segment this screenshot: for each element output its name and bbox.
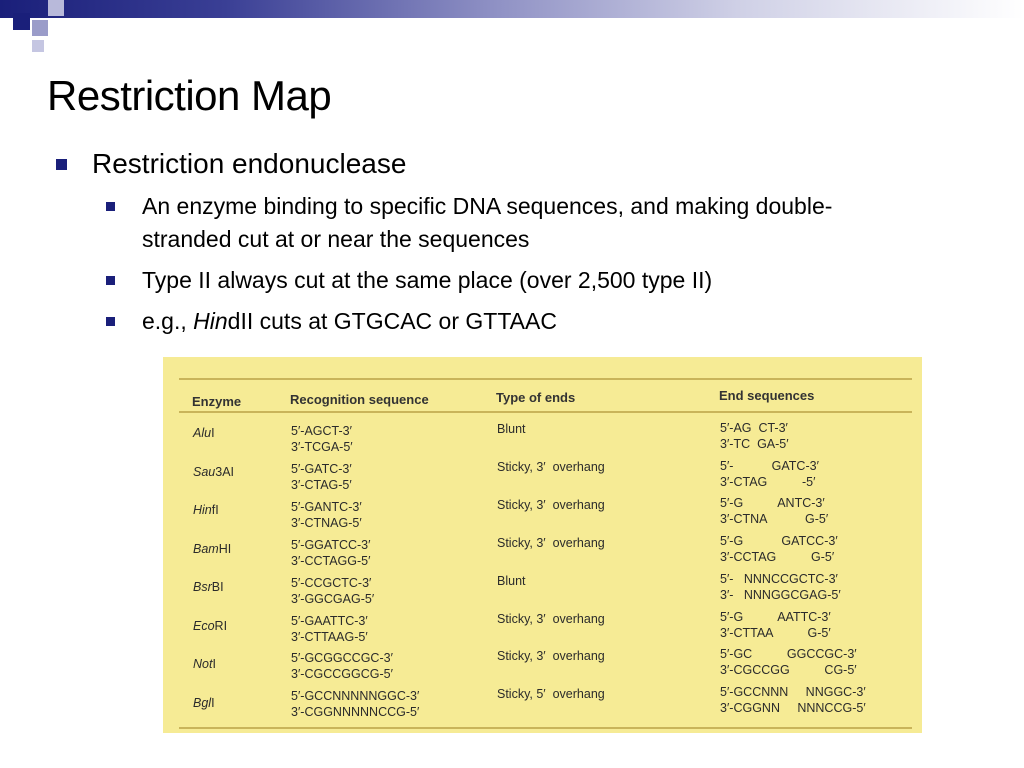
type-of-ends: Sticky, 3′ overhang	[497, 611, 605, 626]
sub-bullet-example	[106, 305, 976, 338]
enzyme-name-suffix: 3AI	[215, 464, 235, 479]
enzyme-name-italic: Not	[193, 657, 213, 671]
recognition-seq-top: 5′-AGCT-3′	[291, 424, 352, 438]
recognition-seq-bottom: 3′-GGCGAG-5′	[291, 591, 375, 606]
header-type-of-ends: Type of ends	[496, 390, 576, 405]
bullet-square-icon	[56, 159, 67, 170]
bullet-square-icon	[106, 317, 115, 326]
end-seq-top: 5′-G AATTC-3′	[720, 609, 831, 624]
enzyme-name	[193, 464, 234, 480]
example-enzyme-italic: Hin	[193, 308, 228, 334]
enzyme-name	[193, 618, 227, 634]
enzyme-name-italic: Sau	[193, 464, 216, 479]
end-seq-bottom: 3′-TC GA-5′	[720, 437, 789, 451]
type-of-ends: Sticky, 3′ overhang	[497, 497, 605, 512]
bullet-list	[56, 146, 976, 338]
type-of-ends: Sticky, 3′ overhang	[497, 649, 605, 664]
enzyme-name-italic: Bgl	[193, 695, 212, 710]
type-of-ends: Sticky, 5′ overhang	[497, 687, 605, 702]
enzyme-name-italic: Eco	[193, 618, 215, 633]
type-of-ends: Blunt	[497, 422, 526, 436]
recognition-seq-bottom: 3′-CTAG-5′	[291, 477, 352, 492]
recognition-seq-top: 5′-GCGGCCGC-3′	[291, 651, 393, 666]
restriction-enzyme-table	[163, 357, 922, 733]
bullet-square-icon	[106, 276, 115, 285]
decor-square-dark	[13, 13, 30, 30]
end-seq-top: 5′-G GATCC-3′	[720, 534, 838, 549]
type-of-ends: Sticky, 3′ overhang	[497, 459, 605, 474]
decor-square-white	[14, 34, 28, 48]
enzyme-name-suffix: BI	[211, 580, 224, 594]
enzyme-name-suffix: RI	[214, 618, 228, 633]
sub-bullet-enzyme-definition	[106, 190, 976, 256]
example-rest: dII cuts at GTGCAC or GTTAAC	[227, 308, 557, 334]
recognition-seq-bottom: 3′-CTNAG-5′	[291, 515, 362, 530]
type-of-ends: Sticky, 3′ overhang	[497, 535, 605, 550]
enzyme-name-italic: Hin	[193, 503, 212, 517]
recognition-seq-top: 5′-CCGCTC-3′	[291, 575, 372, 590]
end-seq-bottom: 3′-CCTAG G-5′	[720, 550, 835, 565]
enzyme-name-suffix: fI	[211, 503, 219, 517]
bullet-square-icon	[106, 202, 115, 211]
bullet-restriction-endonuclease	[56, 146, 976, 182]
type-of-ends: Blunt	[497, 573, 526, 588]
header-end-sequences: End sequences	[719, 388, 815, 403]
enzyme-name-suffix: I	[211, 426, 215, 440]
end-seq-top: 5′- NNNCCGCTC-3′	[720, 571, 838, 586]
sub-bullet-text: Type II always cut at the same place (over 2,500 type II)	[142, 267, 713, 293]
recognition-seq-top: 5′-GCCNNNNNGGC-3′	[291, 689, 420, 704]
recognition-seq-top: 5′-GAATTC-3′	[291, 613, 368, 628]
recognition-seq-bottom: 3′-CGCCGGCG-5′	[291, 667, 393, 682]
enzyme-name-suffix: I	[212, 657, 216, 671]
table-bottom-rule	[179, 727, 912, 729]
header-gradient-band	[0, 0, 1024, 46]
end-seq-top: 5′-GCCNNN NNGGC-3′	[720, 685, 866, 700]
enzyme-name-suffix: HI	[218, 541, 232, 556]
end-seq-bottom: 3′-CTAG -5′	[720, 474, 816, 489]
bullet-text: Restriction endonuclease	[92, 148, 407, 179]
end-seq-top: 5′- GATC-3′	[720, 458, 819, 473]
sub-bullet-text-line2: stranded cut at or near the sequences	[142, 226, 530, 252]
recognition-seq-bottom: 3′-TCGA-5′	[291, 440, 353, 454]
recognition-seq-top: 5′-GATC-3′	[291, 461, 352, 476]
end-seq-bottom: 3′- NNNGGCGAG-5′	[720, 587, 841, 602]
enzyme-name	[193, 695, 215, 711]
enzyme-name	[193, 425, 215, 441]
table-header-rule	[179, 411, 912, 413]
decor-square-small	[32, 40, 44, 52]
header-recognition-sequence: Recognition sequence	[290, 392, 429, 407]
recognition-seq-top: 5′-GANTC-3′	[291, 499, 362, 514]
recognition-seq-bottom: 3′-CCTAGG-5′	[291, 553, 371, 568]
end-seq-bottom: 3′-CGGNN NNNCCG-5′	[720, 701, 866, 716]
enzyme-name	[193, 541, 231, 557]
end-seq-top: 5′-AG CT-3′	[720, 421, 788, 435]
enzyme-name-suffix: I	[211, 695, 215, 710]
slide-title: Restriction Map	[47, 72, 332, 119]
header-enzyme: Enzyme	[192, 394, 242, 409]
end-seq-bottom: 3′-CGCCGG CG-5′	[720, 663, 857, 678]
decor-square-mid	[48, 0, 64, 16]
enzyme-name-italic: Bam	[193, 541, 219, 556]
recognition-seq-bottom: 3′-CTTAAG-5′	[291, 629, 368, 644]
enzyme-name	[193, 656, 216, 672]
enzyme-name-italic: Alu	[193, 426, 212, 440]
enzyme-name-italic: Bsr	[193, 580, 212, 594]
sub-bullet-text-line1: An enzyme binding to specific DNA sequences, and making double-	[142, 193, 833, 219]
decor-square-light	[32, 20, 48, 36]
sub-bullet-type-ii	[106, 264, 976, 297]
example-prefix: e.g.,	[142, 308, 194, 334]
recognition-seq-top: 5′-GGATCC-3′	[291, 537, 371, 552]
recognition-seq-bottom: 3′-CGGNNNNNCCG-5′	[291, 705, 420, 720]
end-seq-top: 5′-G ANTC-3′	[720, 496, 825, 511]
enzyme-name	[193, 579, 224, 595]
end-seq-bottom: 3′-CTTAA G-5′	[720, 625, 831, 640]
table-top-rule	[179, 378, 912, 380]
end-seq-bottom: 3′-CTNA G-5′	[720, 512, 829, 527]
enzyme-name	[193, 502, 219, 518]
end-seq-top: 5′-GC GGCCGC-3′	[720, 647, 857, 662]
